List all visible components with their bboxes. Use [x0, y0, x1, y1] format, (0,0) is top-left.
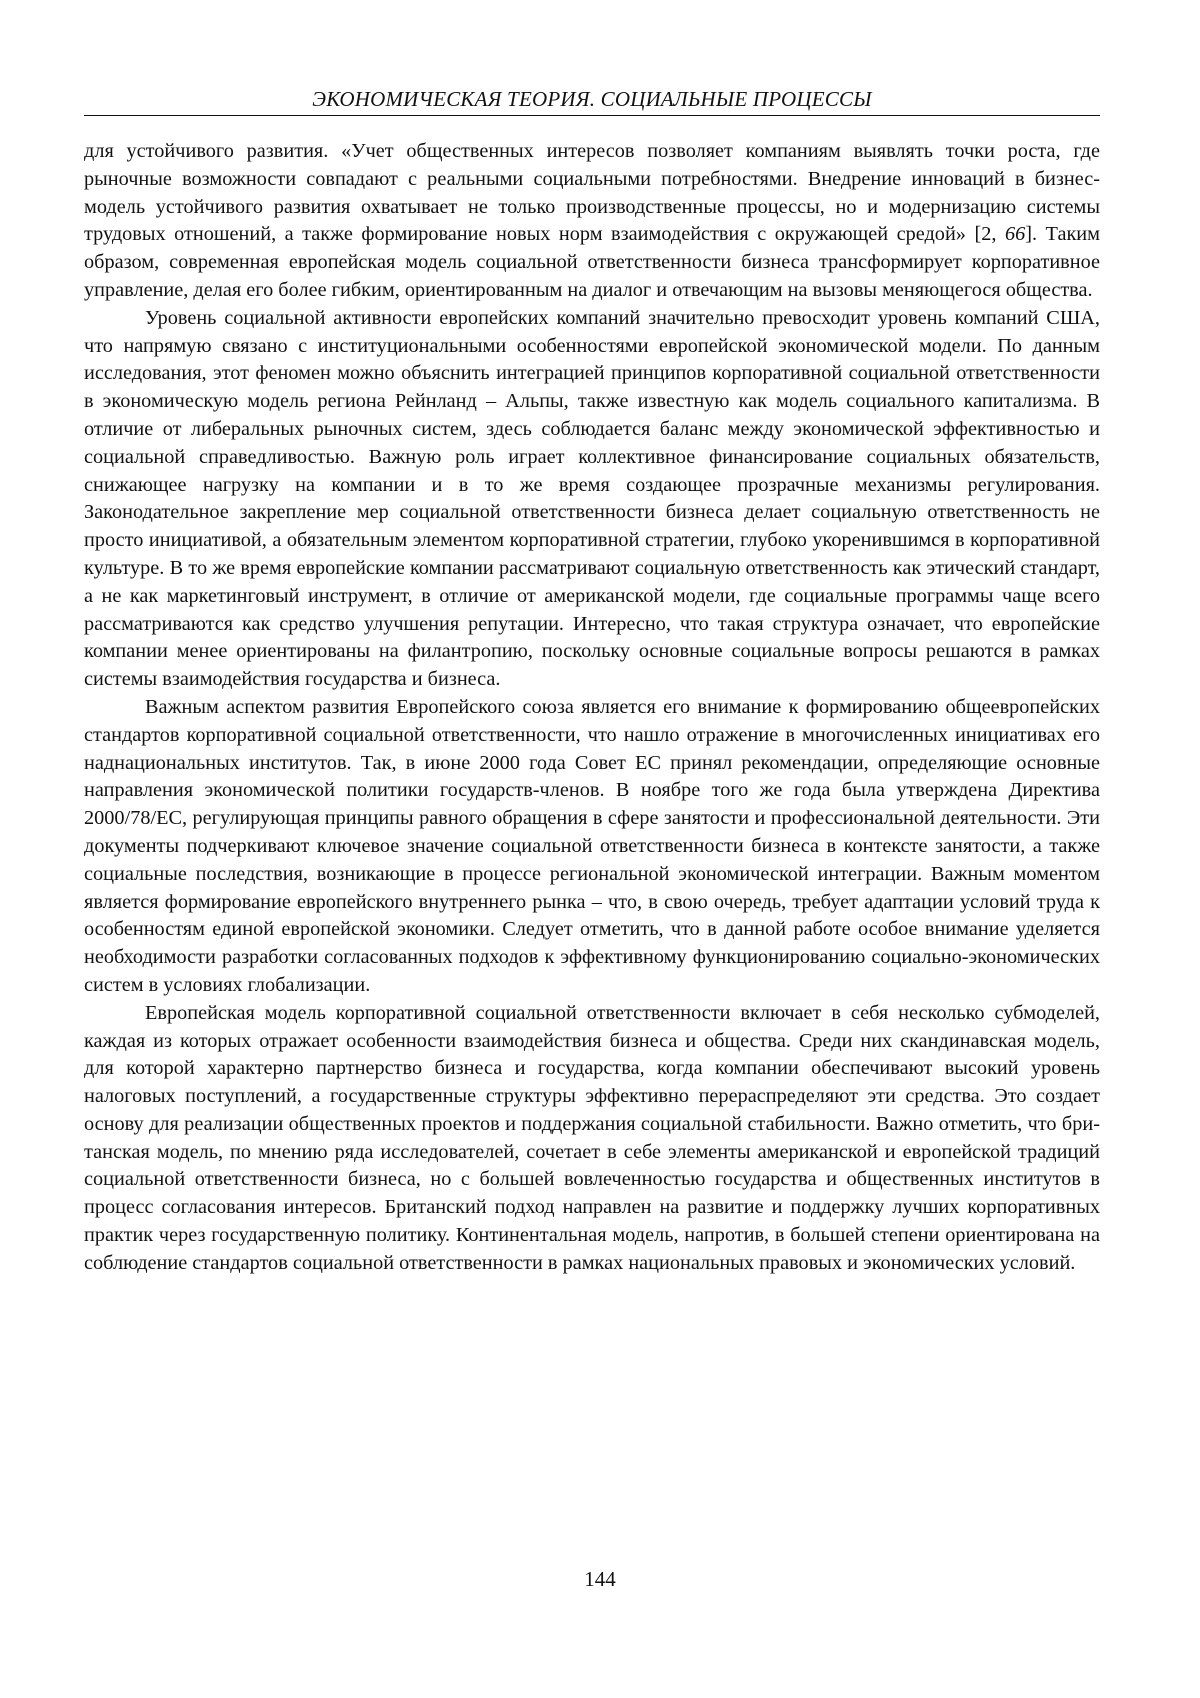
paragraph-1	[84, 138, 1100, 305]
paragraph-1-text-b: ]. Таким образом, современная евро­пейская модель социальной ответственности бизнеса трансформирует корпоративное управле­ние, делая его более гибким, ориентированным на диалог и отвечающим на вызовы меняюще­гося общества.	[84, 223, 1100, 301]
article-body	[84, 138, 1100, 1278]
running-header-title: ЭКОНОМИЧЕСКАЯ ТЕОРИЯ. СОЦИАЛЬНЫЕ ПРОЦЕССЫ	[84, 86, 1100, 112]
header-divider	[84, 115, 1100, 116]
paragraph-3: Важным аспектом развития Европейского союза является его внимание к формированию общеевропейских стандартов корпоративной социальной ответственности, что нашло отраже­ние в многочисленных инициативах его наднациональных институтов. Так, в июне 2000 года Совет ЕС принял рекомендации, определяющие основные направления экономической полити­ки государств-членов. В ноябре того же года была утверждена Директива 2000/78/ЕС, регули­рующая принципы равного обращения в сфере занятости и профессиональной деятельности. Эти документы подчеркивают ключевое значение социальной ответственности бизнеса в кон­тексте занятости, а также социальные последствия, возникающие в процессе региональной эко­номической интеграции. Важным моментом является формирование европейского внутреннего рынка – что, в свою очередь, требует адаптации условий труда к особенностям единой европей­ской экономики. Следует отметить, что в данной работе особое внимание уделяется необходи­мости разработки согласованных подходов к эффективному функционированию социально-экономических систем в условиях глобализации.	[84, 694, 1100, 1000]
page-number: 144	[0, 1566, 1200, 1592]
paragraph-1-text-a: для устойчивого развития. «Учет общественных интересов позволяет компаниям выявлять точ­ки роста, где рыночные возможности совпадают с реальными социальными потребностями. Внедрение инноваций в бизнес-модель устойчивого развития охватывает не только производ­ственные процессы, но и модернизацию системы трудовых отношений, а также формирование новых норм взаимодействия с окружающей средой» [2,	[84, 140, 1100, 245]
paragraph-4: Европейская модель корпоративной социальной ответственности включает в себя не­сколько субмоделей, каждая из которых отражает особенности взаимодействия бизнеса и обще­ства. Среди них скандинавская модель, для которой характерно партнерство бизнеса и государ­ства, когда компании обеспечивают высокий уровень налоговых поступлений, а государствен­ные структуры эффективно перераспределяют эти средства. Это создает основу для реализации общественных проектов и поддержания социальной стабильности. Важно отметить, что бри­танская модель, по мнению ряда исследователей, сочетает в себе элементы американской и ев­ропейской традиций социальной ответственности бизнеса, но с большей вовлеченностью госу­дарства и общественных институтов в процесс согласования интересов. Британский подход направлен на развитие и поддержку лучших корпоративных практик через государственную политику. Континентальная модель, напротив, в большей степени ориентирована на соблюде­ние стандартов социальной ответственности в рамках национальных правовых и экономиче­ских условий.	[84, 1000, 1100, 1278]
citation-page-ref: 66	[1005, 223, 1025, 245]
paragraph-2: Уровень социальной активности европейских компаний значительно превосходит уровень компаний США, что напрямую связано с институциональными особенностями европейской экономической модели. По данным исследования, этот феномен можно объяснить интеграцией принципов корпоративной социальной ответственности в экономическую модель региона Рейнланд – Альпы, также известную как модель социального капитализма. В отличие от либе­ральных рыночных систем, здесь соблюдается баланс между экономической эффективностью и социальной справедливостью. Важную роль играет коллективное финансирование социальных обязательств, снижающее нагрузку на компании и в то же время создающее прозрачные меха­низмы регулирования. Законодательное закрепление мер социальной ответственности бизнеса делает социальную ответственность не просто инициативой, а обязательным элементом корпо­ративной стратегии, глубоко укоренившимся в корпоративной культуре. В то же время евро­пейские компании рассматривают социальную ответственность как этический стандарт, а не как маркетинговый инструмент, в отличие от американской модели, где социальные программы чаще всего рассматриваются как средство улучшения репутации. Интересно, что такая структу­ра означает, что европейские компании менее ориентированы на филантропию, поскольку ос­новные социальные вопросы решаются в рамках системы взаимодействия государства и бизне­са.	[84, 305, 1100, 694]
journal-page	[0, 0, 1200, 1698]
